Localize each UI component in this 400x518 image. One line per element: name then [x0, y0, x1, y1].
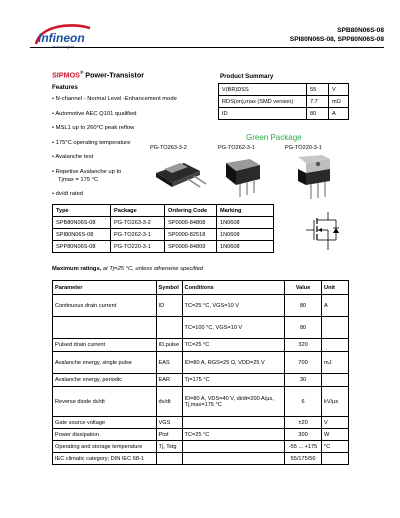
cell: PG-TO220-3-1	[111, 241, 165, 253]
table-header-row	[53, 205, 274, 217]
table-row	[53, 217, 274, 229]
cell: 7.7	[307, 96, 329, 108]
document-title	[52, 70, 144, 79]
cell: ID=80 A, RGS=25 Ω, VDD=25 V	[182, 352, 285, 374]
cell: °C	[322, 441, 349, 453]
cell: Gate source voltage	[53, 417, 157, 429]
to262-package-image	[220, 155, 270, 202]
cell	[322, 317, 349, 339]
max-ratings-condition: at Tj=25 °C, unless otherwise specified	[101, 266, 204, 272]
max-ratings-title: Maximum ratings,	[52, 266, 102, 272]
feature-item: • Automotive AEC Q101 qualified	[52, 110, 137, 117]
column-header: Package	[111, 205, 165, 217]
max-ratings-table	[52, 280, 349, 465]
cell	[156, 317, 182, 339]
feature-item: • MSL1 up to 260°C peak reflow	[52, 125, 135, 131]
cell: mJ	[322, 352, 349, 374]
part-line-1: SPB80N06S-08	[337, 27, 384, 34]
cell: 6	[285, 387, 322, 417]
cell: 80	[307, 108, 329, 120]
cell: kV/µs	[322, 387, 349, 417]
column-header: Ordering Code	[165, 205, 217, 217]
table-row	[53, 352, 349, 374]
cell: dv/dt	[156, 387, 182, 417]
cell: TC=25 °C	[182, 339, 285, 352]
product-summary-table	[218, 83, 349, 120]
to263-package-image	[150, 155, 210, 197]
table-row	[53, 453, 349, 465]
cell: ±20	[285, 417, 322, 429]
cell: TC=100 °C, VGS=10 V	[182, 317, 285, 339]
column-header: Parameter	[53, 281, 157, 295]
column-header: Unit	[322, 281, 349, 295]
table-row	[53, 241, 274, 253]
table-row	[53, 387, 349, 417]
cell: Power dissipation	[53, 429, 157, 441]
part-line-2: SPI80N06S-08, SPP80N06S-08	[289, 36, 384, 43]
cell	[322, 374, 349, 387]
features-heading: Features	[52, 84, 78, 91]
title-brand: SIPMOS	[52, 70, 80, 80]
cell: A	[329, 108, 349, 120]
package-name: PG-TO263-3-2	[150, 145, 187, 151]
cell: SPI80N06S-08	[53, 229, 111, 241]
cell: ID=80 A, VDS=40 V, di/dt=200 A/µs, Tj,max=175 °C	[182, 387, 285, 417]
table-row	[219, 96, 349, 108]
table-row	[53, 429, 349, 441]
cell	[322, 339, 349, 352]
cell: Avalanche energy, single pulse	[53, 352, 157, 374]
feature-item: • Repetive Avalanche up to	[52, 168, 122, 175]
column-header: Value	[285, 281, 322, 295]
column-header: Conditions	[182, 281, 285, 295]
table-row	[53, 295, 349, 317]
cell: Operating and storage temperature	[53, 441, 157, 453]
logo-wordmark: Infineon	[38, 31, 85, 45]
table-row	[53, 374, 349, 387]
cell: 55/175/56	[285, 453, 322, 465]
package-name: PG-TO262-3-1	[218, 145, 255, 151]
cell: Ptot	[156, 429, 182, 441]
table-row	[53, 417, 349, 429]
header-divider	[30, 47, 384, 48]
cell: 320	[285, 339, 322, 352]
feature-item: • 175°C operating temperature	[52, 139, 131, 146]
cell: Continuous drain current	[53, 295, 157, 317]
cell: 700	[285, 352, 322, 374]
table-row	[53, 317, 349, 339]
table-row	[219, 84, 349, 96]
cell: ID	[219, 108, 307, 120]
cell: V	[329, 84, 349, 96]
table-header-row	[53, 281, 349, 295]
cell: IEC climatic category; DIN IEC 68-1	[53, 453, 157, 465]
cell: Avalanche energy, periodic	[53, 374, 157, 387]
cell: -55 ... +175	[285, 441, 322, 453]
table-row	[53, 339, 349, 352]
title-rest: Power-Transistor	[83, 70, 145, 80]
cell: VGS	[156, 417, 182, 429]
cell: A	[322, 295, 349, 317]
cell: SP0000-84808	[165, 217, 217, 229]
column-header: Marking	[217, 205, 274, 217]
cell	[322, 453, 349, 465]
type-table	[52, 204, 274, 253]
cell: 80	[285, 317, 322, 339]
cell: ID,pulse	[156, 339, 182, 352]
cell	[182, 441, 285, 453]
cell: 55	[307, 84, 329, 96]
feature-item: Tjmax = 175 °C	[58, 176, 99, 183]
column-header: Type	[53, 205, 111, 217]
cell: 300	[285, 429, 322, 441]
cell: W	[322, 429, 349, 441]
table-row	[53, 441, 349, 453]
cell: 30	[285, 374, 322, 387]
cell: mΩ	[329, 96, 349, 108]
cell: Pulsed drain current	[53, 339, 157, 352]
mosfet-symbol	[296, 206, 346, 258]
to220-package-image	[290, 155, 340, 202]
cell: SP0000-84809	[165, 241, 217, 253]
cell: ID	[156, 295, 182, 317]
cell: 1N0608	[217, 217, 274, 229]
max-ratings-heading	[52, 266, 203, 272]
cell	[53, 317, 157, 339]
feature-item: • dv/dt rated	[52, 191, 84, 197]
feature-item: • N-channel - Normal Level -Enhancement mode	[52, 96, 177, 102]
column-header: Symbol	[156, 281, 182, 295]
cell: V(BR)DSS	[219, 84, 307, 96]
cell: Tj, Tstg	[156, 441, 182, 453]
cell: TC=25 °C, VGS=10 V	[182, 295, 285, 317]
green-package-label: Green Package	[246, 133, 302, 142]
product-summary-heading: Product Summary	[220, 73, 274, 80]
cell: PG-TO263-3-2	[111, 217, 165, 229]
part-numbers-header	[290, 26, 384, 44]
cell: Tj=175 °C	[182, 374, 285, 387]
cell: 1N0608	[217, 241, 274, 253]
cell: SPP80N06S-08	[53, 241, 111, 253]
cell	[156, 453, 182, 465]
cell: PG-TO262-3-1	[111, 229, 165, 241]
cell: V	[322, 417, 349, 429]
cell: 80	[285, 295, 322, 317]
cell: SPB80N06S-08	[53, 217, 111, 229]
table-row	[53, 229, 274, 241]
cell	[182, 417, 285, 429]
table-row	[219, 108, 349, 120]
cell: Reverse diode dv/dt	[53, 387, 157, 417]
cell: EAR	[156, 374, 182, 387]
cell: RDS(on),max (SMD version)	[219, 96, 307, 108]
package-name: PG-TO220-3-1	[285, 145, 322, 151]
cell: EAS	[156, 352, 182, 374]
cell	[182, 453, 285, 465]
cell: SP0000-82518	[165, 229, 217, 241]
cell: TC=25 °C	[182, 429, 285, 441]
feature-item: • Avalanche test	[52, 154, 94, 160]
cell: 1N0608	[217, 229, 274, 241]
title-reg: ®	[79, 70, 84, 75]
infineon-logo	[30, 22, 96, 50]
